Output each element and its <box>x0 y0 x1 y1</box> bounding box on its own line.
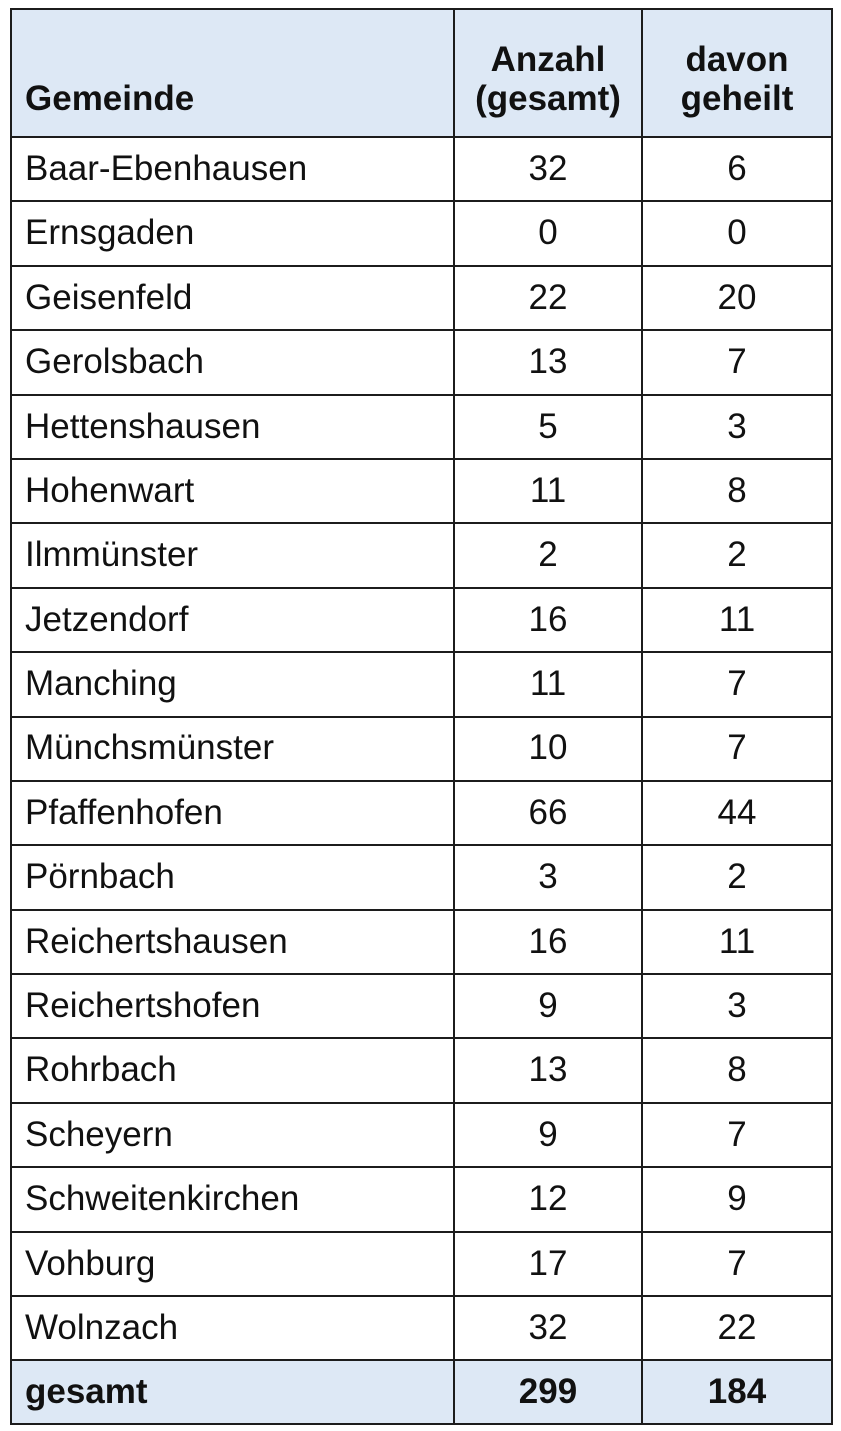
header-anzahl-line2: (gesamt) <box>475 78 621 118</box>
cell-davon-geheilt: 44 <box>642 781 832 845</box>
cell-gemeinde: Ilmmünster <box>11 523 454 587</box>
header-davon-line1: davon <box>685 40 789 79</box>
cell-davon-geheilt: 2 <box>642 523 832 587</box>
table-row <box>11 717 832 781</box>
table-row <box>11 1232 832 1296</box>
table-row <box>11 1103 832 1167</box>
cell-anzahl-gesamt: 5 <box>454 395 642 459</box>
table-row <box>11 845 832 909</box>
cell-davon-geheilt: 7 <box>642 717 832 781</box>
header-row <box>11 9 832 137</box>
table-row <box>11 395 832 459</box>
cell-anzahl-gesamt: 0 <box>454 201 642 265</box>
table-row <box>11 330 832 394</box>
cell-gemeinde: Hohenwart <box>11 459 454 523</box>
cell-davon-geheilt: 20 <box>642 266 832 330</box>
table-row <box>11 910 832 974</box>
cell-anzahl-gesamt: 17 <box>454 1232 642 1296</box>
table-row <box>11 974 832 1038</box>
cell-davon-geheilt: 6 <box>642 137 832 201</box>
cell-anzahl-gesamt: 9 <box>454 974 642 1038</box>
total-row <box>11 1360 832 1424</box>
cell-gemeinde: Geisenfeld <box>11 266 454 330</box>
cell-anzahl-gesamt: 3 <box>454 845 642 909</box>
cell-gemeinde: Hettenshausen <box>11 395 454 459</box>
cell-gemeinde: Ernsgaden <box>11 201 454 265</box>
cell-anzahl-gesamt: 2 <box>454 523 642 587</box>
cell-gemeinde: Pörnbach <box>11 845 454 909</box>
total-label: gesamt <box>11 1360 454 1424</box>
table-row <box>11 1167 832 1231</box>
cell-davon-geheilt: 11 <box>642 910 832 974</box>
table-row <box>11 137 832 201</box>
table-row <box>11 588 832 652</box>
cell-davon-geheilt: 7 <box>642 1103 832 1167</box>
header-anzahl-line1: Anzahl <box>490 40 606 79</box>
cell-anzahl-gesamt: 16 <box>454 910 642 974</box>
cell-anzahl-gesamt: 16 <box>454 588 642 652</box>
cell-anzahl-gesamt: 22 <box>454 266 642 330</box>
cell-anzahl-gesamt: 13 <box>454 1038 642 1102</box>
cell-davon-geheilt: 8 <box>642 459 832 523</box>
header-davon-geheilt <box>642 9 832 137</box>
table-row <box>11 459 832 523</box>
table-row <box>11 201 832 265</box>
cell-anzahl-gesamt: 12 <box>454 1167 642 1231</box>
cell-anzahl-gesamt: 32 <box>454 137 642 201</box>
cell-gemeinde: Gerolsbach <box>11 330 454 394</box>
cell-anzahl-gesamt: 13 <box>454 330 642 394</box>
cell-gemeinde: Scheyern <box>11 1103 454 1167</box>
municipality-table <box>10 8 833 1425</box>
cell-davon-geheilt: 22 <box>642 1296 832 1360</box>
cell-anzahl-gesamt: 11 <box>454 459 642 523</box>
table-footer <box>11 1360 832 1424</box>
cell-anzahl-gesamt: 32 <box>454 1296 642 1360</box>
header-davon-line2: geheilt <box>680 78 794 118</box>
cell-gemeinde: Reichertshausen <box>11 910 454 974</box>
table-row <box>11 1296 832 1360</box>
cell-davon-geheilt: 0 <box>642 201 832 265</box>
cell-davon-geheilt: 3 <box>642 395 832 459</box>
total-geheilt: 184 <box>642 1360 832 1424</box>
cell-anzahl-gesamt: 9 <box>454 1103 642 1167</box>
cell-gemeinde: Münchsmünster <box>11 717 454 781</box>
cell-davon-geheilt: 8 <box>642 1038 832 1102</box>
header-gemeinde: Gemeinde <box>11 9 454 137</box>
table-row <box>11 523 832 587</box>
table-row <box>11 266 832 330</box>
cell-anzahl-gesamt: 10 <box>454 717 642 781</box>
cell-gemeinde: Jetzendorf <box>11 588 454 652</box>
table-row <box>11 781 832 845</box>
table-header <box>11 9 832 137</box>
table-body <box>11 137 832 1360</box>
table-row <box>11 652 832 716</box>
cell-gemeinde: Manching <box>11 652 454 716</box>
total-anzahl: 299 <box>454 1360 642 1424</box>
cell-gemeinde: Schweitenkirchen <box>11 1167 454 1231</box>
cell-davon-geheilt: 3 <box>642 974 832 1038</box>
cell-anzahl-gesamt: 11 <box>454 652 642 716</box>
cell-gemeinde: Reichertshofen <box>11 974 454 1038</box>
cell-anzahl-gesamt: 66 <box>454 781 642 845</box>
cell-davon-geheilt: 7 <box>642 1232 832 1296</box>
cell-davon-geheilt: 11 <box>642 588 832 652</box>
cell-davon-geheilt: 2 <box>642 845 832 909</box>
cell-davon-geheilt: 7 <box>642 330 832 394</box>
cell-gemeinde: Pfaffenhofen <box>11 781 454 845</box>
cell-gemeinde: Vohburg <box>11 1232 454 1296</box>
table-row <box>11 1038 832 1102</box>
cell-gemeinde: Rohrbach <box>11 1038 454 1102</box>
header-anzahl-gesamt <box>454 9 642 137</box>
cell-davon-geheilt: 7 <box>642 652 832 716</box>
cell-davon-geheilt: 9 <box>642 1167 832 1231</box>
cell-gemeinde: Baar-Ebenhausen <box>11 137 454 201</box>
cell-gemeinde: Wolnzach <box>11 1296 454 1360</box>
